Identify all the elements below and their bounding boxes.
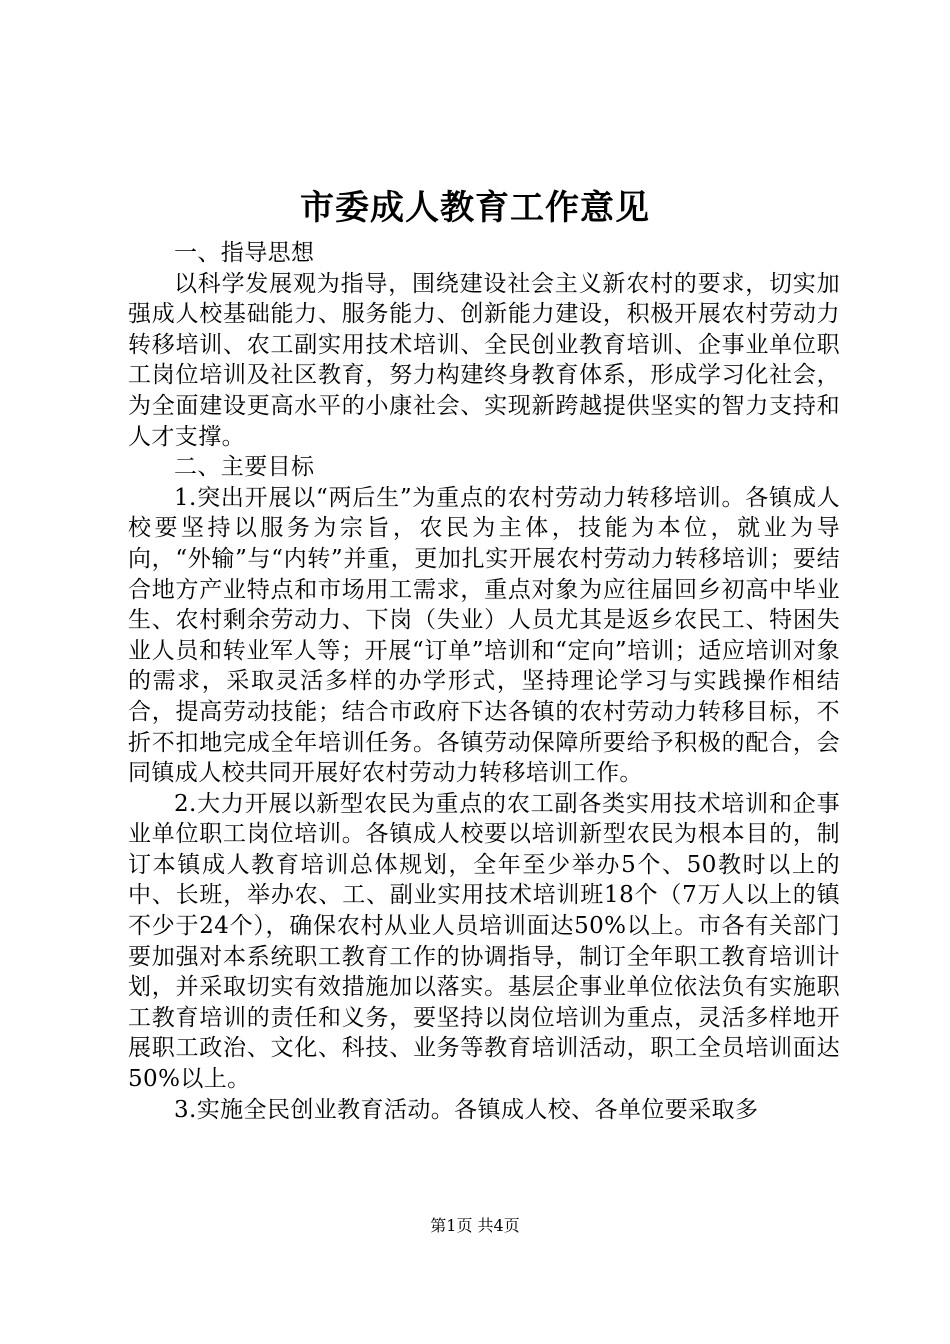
page-number: 第1页 共4页 [430, 1216, 520, 1235]
paragraph: 1.突出开展以“两后生”为重点的农村劳动力转移培训。各镇成人校要坚持以服务为宗旨，农民为主体，技能为本位，就业为导向，“外输”与“内转”并重，更加扎实开展农村劳动力转移培训；要结合地方产业特点和市场用工需求，重点对象为应往届回乡初高中毕业生、农村剩余劳动力、下岗（失业）人员尤其是返乡农民工、特困失业人员和转业军人等；开展“订单”培训和“定向”培训；适应培训对象的需求，采取灵活多样的办学形式，坚持理论学习与实践操作相结合，提高劳动技能；结合市政府下达各镇的农村劳动力转移目标，不折不扣地完成全年培训任务。各镇劳动保障所要给予积极的配合，会同镇成人校共同开展好农村劳动力转移培训工作。 [128, 484, 840, 787]
paragraph: 以科学发展观为指导，围绕建设社会主义新农村的要求，切实加强成人校基础能力、服务能力、创新能力建设，积极开展农村劳动力转移培训、农工副实用技术培训、全民创业教育培训、企事业单位职工岗位培训及社区教育，努力构建终身教育体系，形成学习化社会，为全面建设更高水平的小康社会、实现新跨越提供坚实的智力支持和人才支撑。 [128, 270, 840, 450]
section-heading: 二、主要目标 [174, 454, 315, 481]
paragraph: 3.实施全民创业教育活动。各镇成人校、各单位要采取多 [174, 1096, 759, 1123]
document-title: 市委成人教育工作意见 [300, 188, 650, 228]
section-heading: 一、指导思想 [174, 240, 315, 266]
document-body [128, 238, 840, 1125]
paragraph: 2.大力开展以新型农民为重点的农工副各类实用技术培训和企事业单位职工岗位培训。各镇成人校要以培训新型农民为根本目的，制订本镇成人教育培训总体规划，全年至少举办5个、50教时以上的中、长班，举办农、工、副业实用技术培训班18个（7万人以上的镇不少于24个），确保农村从业人员培训面达50%以上。市各有关部门要加强对本系统职工教育工作的协调指导，制订全年职工教育培训计划，并采取切实有效措施加以落实。基层企事业单位依法负有实施职工教育培训的责任和义务，要坚持以岗位培训为重点，灵活多样地开展职工政治、文化、科技、业务等教育培训活动，职工全员培训面达50%以上。 [128, 790, 840, 1093]
